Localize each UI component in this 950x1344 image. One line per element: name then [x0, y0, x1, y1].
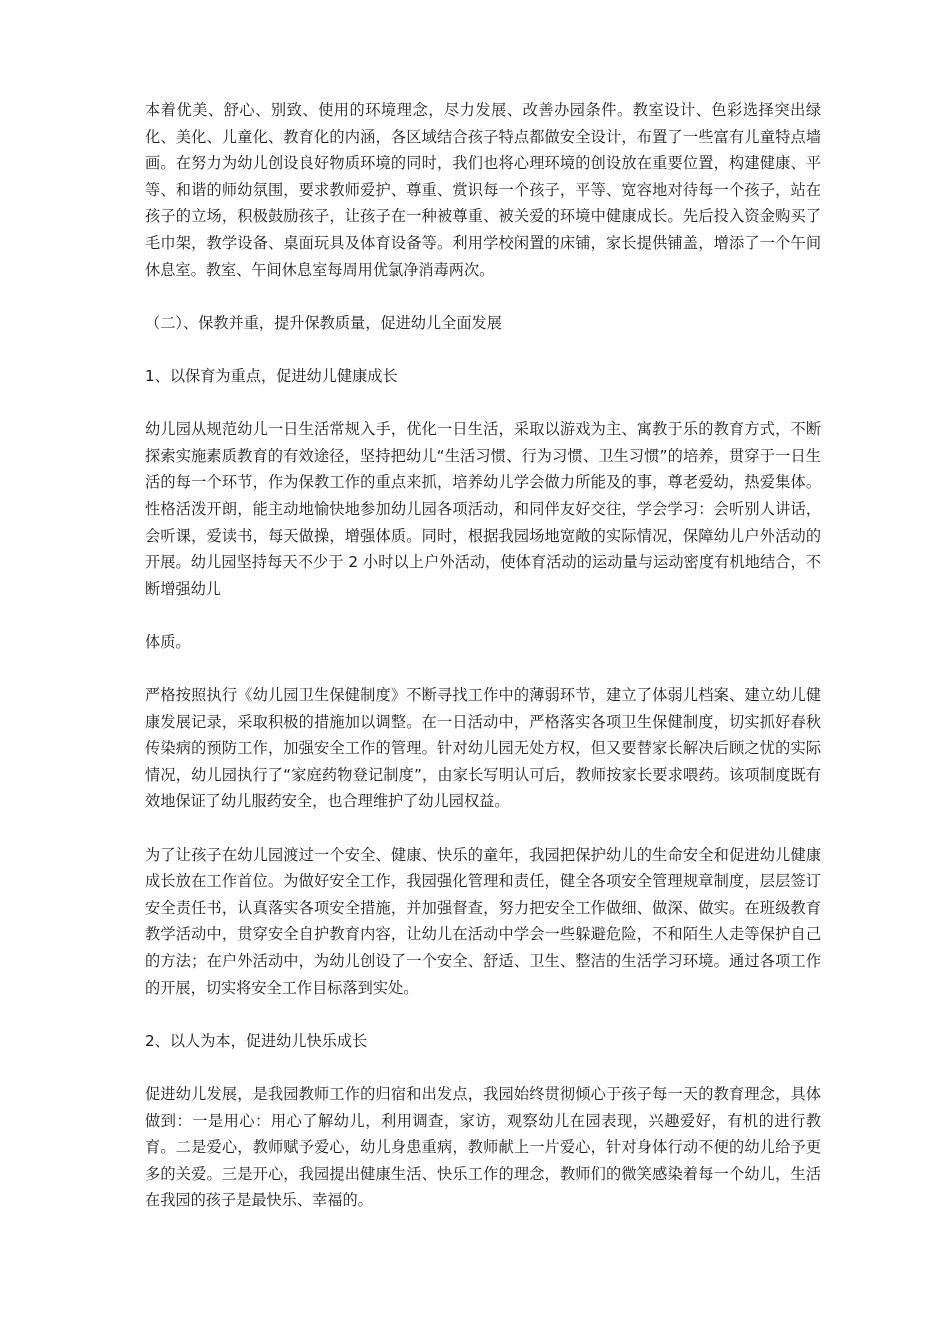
- paragraph-safety: 为了让孩子在幼儿园渡过一个安全、健康、快乐的童年，我园把保护幼儿的生命安全和促进幼儿健康成长放在工作首位。为做好安全工作，我园强化管理和责任，健全各项安全管理规章制度，层层签订安全责任书，认真落实各项安全措施，并加强督查，努力把安全工作做细、做深、做实。在班级教育教学活动中，贯穿安全自护教育内容，让幼儿在活动中学会一些躲避危险，不和陌生人走等保护自己的方法；在户外活动中，为幼儿创设了一个安全、舒适、卫生、整洁的生活学习环境。通过各项工作的开展，切实将安全工作目标落到实处。: [145, 845, 821, 997]
- subsection-heading-1: 1、以保育为重点，促进幼儿健康成长: [145, 366, 398, 385]
- paragraph-health-system: 严格按照执行《幼儿园卫生保健制度》不断寻找工作中的薄弱环节，建立了体弱儿档案、建立幼儿健康发展记录，采取积极的措施加以调整。在一日活动中，严格落实各项卫生保健制度，切实抓好春秋传染病的预防工作，加强安全工作的管理。针对幼儿园无处方权，但又要替家长解决后顾之忧的实际情况，幼儿园执行了“家庭药物登记制度”，由家长写明认可后，教师按家长要求喂药。该项制度既有效地保证了幼儿服药安全，也合理维护了幼儿园权益。: [145, 686, 821, 811]
- subsection-heading-2: 2、以人为本，促进幼儿快乐成长: [145, 1031, 368, 1050]
- paragraph-continuation: 体质。: [145, 632, 191, 651]
- document-body: [145, 97, 821, 1241]
- section-heading-2: （二）、保教并重，提升保教质量，促进幼儿全面发展: [145, 313, 502, 332]
- paragraph-child-development: 促进幼儿发展，是我园教师工作的归宿和出发点，我园始终贯彻倾心于孩子每一天的教育理念，具体做到：一是用心：用心了解幼儿，利用调查，家访，观察幼儿在园表现，兴趣爱好，有机的进行教育。二是爱心，教师赋予爱心，幼儿身患重病，教师献上一片爱心，针对身体行动不便的幼儿给予更多的关爱。三是开心，我园提出健康生活、快乐工作的理念，教师们的微笑感染着每一个幼儿，生活在我园的孩子是最快乐、幸福的。: [145, 1084, 821, 1210]
- paragraph-environment: 本着优美、舒心、别致、使用的环境理念，尽力发展、改善办园条件。教室设计、色彩选择突出绿化、美化、儿童化、教育化的内涵，各区域结合孩子特点都做安全设计，布置了一些富有儿童特点墙画。在努力为幼儿创设良好物质环境的同时，我们也将心理环境的创设放在重要位置，构建健康、平等、和谐的师幼氛围，要求教师爱护、尊重、赏识每一个孩子，平等、宽容地对待每一个孩子，站在孩子的立场，积极鼓励孩子，让孩子在一种被尊重、被关爱的环境中健康成长。先后投入资金购买了毛巾架，教学设备、桌面玩具及体育设备等。利用学校闲置的床铺，家长提供铺盖，增添了一个午间休息室。教室、午间休息室每周用优氯净消毒两次。: [145, 101, 821, 279]
- paragraph-daily-routine: 幼儿园从规范幼儿一日生活常规入手，优化一日生活，采取以游戏为主、寓教于乐的教育方式，不断探索实施素质教育的有效途径，坚持把幼儿“生活习惯、行为习惯、卫生习惯”的培养，贯穿于一日生活的每一个环节，作为保教工作的重点来抓，培养幼儿学会做力所能及的事，尊老爱幼，热爱集体。性格活泼开朗，能主动地愉快地参加幼儿园各项活动，和同伴友好交往，学会学习：会听别人讲话，会听课，爱读书，每天做操，增强体质。同时，根据我园场地宽敞的实际情况，保障幼儿户外活动的开展。幼儿园坚持每天不少于 2 小时以上户外活动，使体育活动的运动量与运动密度有机地结合，不断增强幼儿: [145, 420, 821, 598]
